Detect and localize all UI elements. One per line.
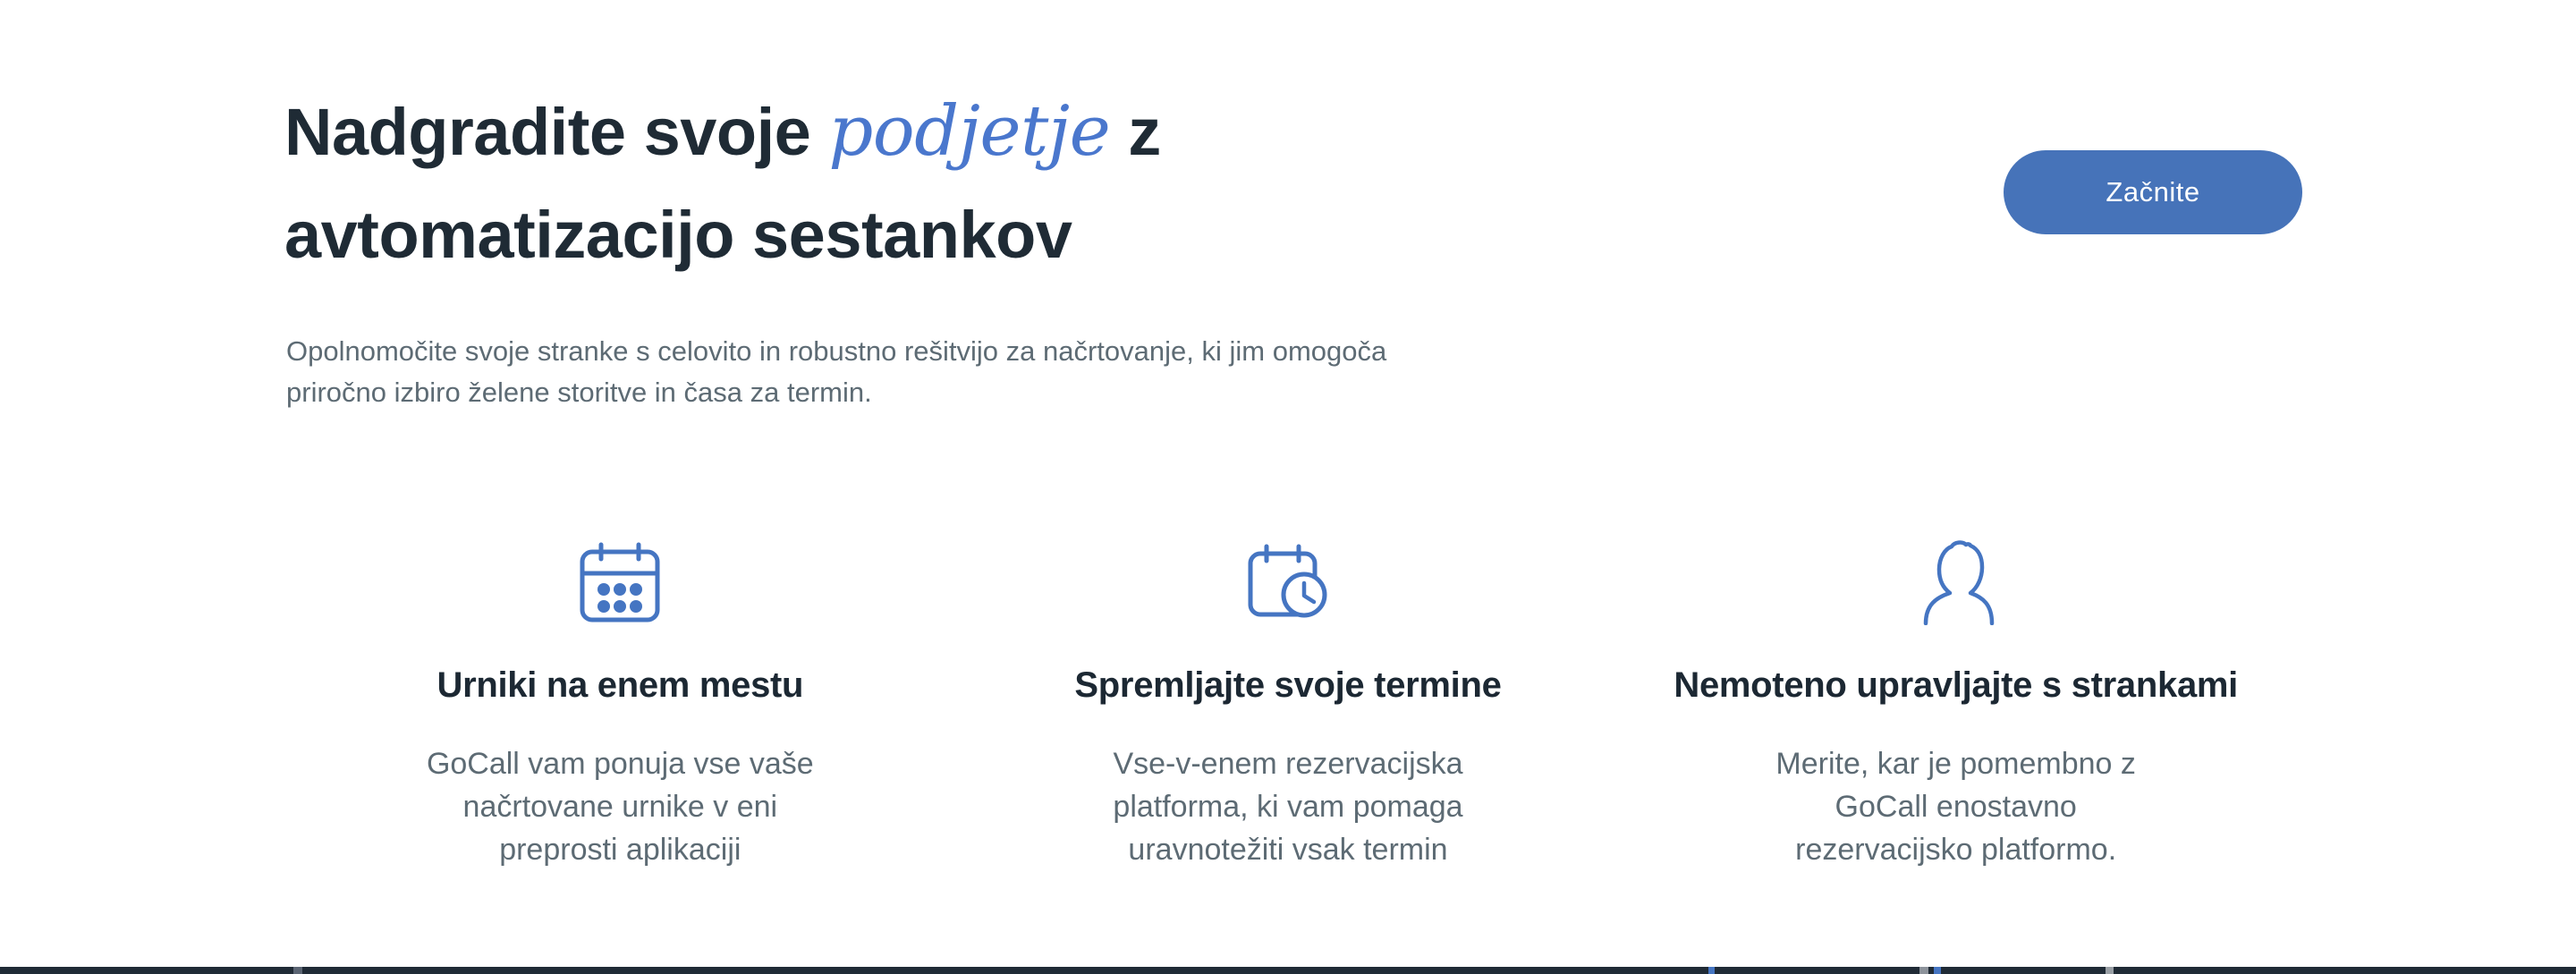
next-section-card-edge [1708, 967, 1715, 974]
feature-card-schedules [286, 537, 954, 871]
next-section-card-edge [2106, 967, 2114, 974]
get-started-button[interactable]: Začnite [2004, 150, 2302, 234]
hero-subtitle: Opolnomočite svoje stranke s celovito in robustno rešitvijo za načrtovanje, ki jim omogoča priročno izbiro želene storitve in časa za termin. [286, 335, 1387, 408]
feature-title: Spremljajte svoje termine [1074, 665, 1502, 705]
highlight-word: podjetje [828, 91, 1111, 172]
feature-description: GoCall vam ponuja vse vaše načrtovane urnike v eni preprosti aplikaciji [426, 747, 814, 867]
feature-card-clients [1622, 537, 2290, 871]
feature-title: Nemoteno upravljajte s strankami [1674, 665, 2238, 705]
next-section-card-edge [1934, 967, 1941, 974]
feature-description: Vse-v-enem rezervacijska platforma, ki vam pomaga uravnotežiti vsak termin [1113, 747, 1463, 867]
feature-card-appointments [954, 537, 1623, 871]
features-row [286, 537, 2290, 871]
page-title-part2: z avtomatizacijo sestankov [284, 95, 1161, 272]
next-section-card-edge [1919, 967, 1928, 974]
feature-description: Merite, kar je pomembno z GoCall enostavno rezervacijsko platformo. [1775, 747, 2136, 867]
person-icon [1911, 539, 2001, 625]
next-section-top-edge [0, 967, 2576, 974]
next-section-card-edge [293, 967, 302, 974]
page-title [284, 80, 1385, 286]
calendar-icon [577, 539, 663, 625]
calendar-clock-icon [1245, 539, 1331, 625]
feature-title: Urniki na enem mestu [436, 665, 804, 705]
page-title-part1: Nadgradite svoje [284, 95, 811, 169]
